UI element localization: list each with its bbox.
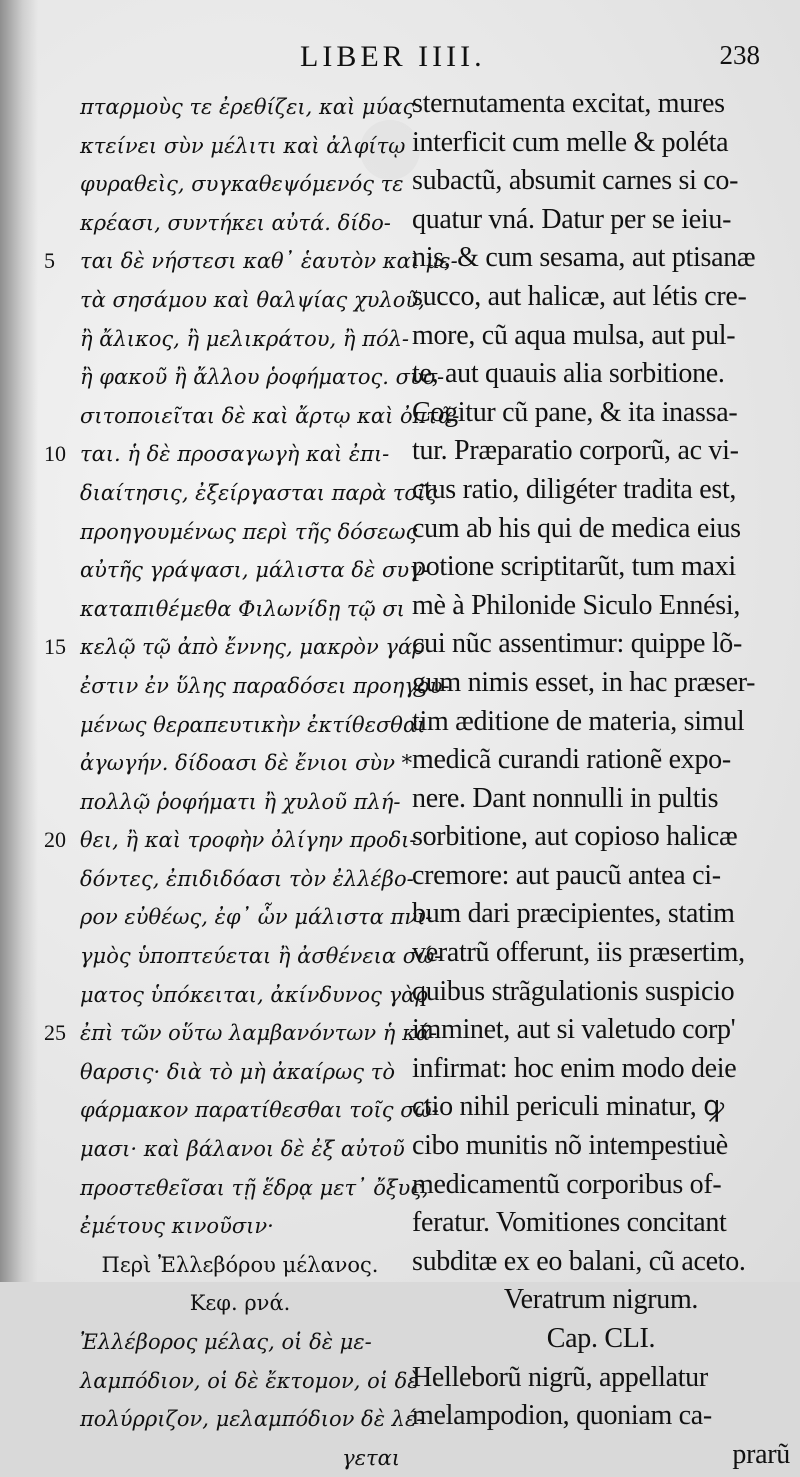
greek-text-column (80, 88, 460, 1477)
latin-line: succo, aut halicæ, aut létis cre- (412, 280, 747, 312)
latin-line: interficit cum melle & poléta (412, 126, 729, 158)
latin-line: nere. Dant nonnulli in pultis (412, 782, 719, 814)
latin-line: sternutamenta excitat, mures (412, 88, 725, 119)
page-edge-shadow (0, 0, 38, 1282)
line-number: 25 (44, 1020, 66, 1045)
latin-line: imminet, aut si valetudo corp' (412, 1014, 736, 1046)
latin-line: veratrũ offerunt, iis præsertim, (412, 937, 745, 969)
latin-line: bum dari præcipientes, statim (412, 898, 735, 930)
greek-catchword: γεται (342, 1445, 400, 1470)
greek-line: λαμπόδιον, οἱ δὲ ἔκτομον, οἱ δὲ (80, 1368, 419, 1393)
greek-line: ἐπὶ τῶν οὕτω λαμβανόντων ἡ κά- (80, 1021, 438, 1046)
latin-line: infirmat: hoc enim modo deie (412, 1052, 737, 1084)
latin-line: subactũ, absumit carnes si co- (412, 165, 739, 197)
greek-line: δόντες, ἐπιδιδόασι τὸν ἐλλέβο- (80, 866, 414, 891)
line-number: 15 (44, 634, 66, 659)
latin-line: melampodion, quoniam ca- (412, 1400, 712, 1432)
greek-line: αὐτῆς γράψασι, μάλιστα δὲ συγ- (80, 558, 429, 583)
latin-catchword: prarũ (732, 1438, 790, 1470)
greek-line: τὰ σησάμου καὶ θαλψίας χυλοῦ, (80, 287, 425, 312)
greek-line: κτείνει σὺν μέλιτι καὶ ἀλφίτῳ (80, 133, 406, 158)
greek-line: διαίτησις, ἐξείργασται παρὰ τοῖς (80, 480, 438, 505)
page-header (300, 40, 760, 80)
latin-section-heading: Veratrum nigrum. (503, 1284, 699, 1316)
line-number: 10 (44, 441, 66, 466)
latin-line: medicamentũ corporibus of- (412, 1168, 722, 1200)
greek-line: φυραθεὶς, συγκαθεψόμενός τε (80, 172, 404, 197)
greek-line: πολλῷ ῥοφήματι ἢ χυλοῦ πλή- (80, 789, 401, 814)
greek-line: πολύρριζον, μελαμπόδιον δὲ λέ- (80, 1407, 424, 1432)
greek-line: ται δὲ νήστεσι καθ᾽ ἑαυτὸν καὶ με- (80, 249, 458, 274)
latin-chapter-number: Cap. CLI. (546, 1323, 656, 1354)
latin-line: sorbitione, aut copioso halicæ (412, 821, 738, 853)
latin-line: quibus strãgulationis suspicio (412, 975, 735, 1007)
latin-line: Cogitur cũ pane, & ita inassa- (412, 396, 738, 428)
latin-line: Helleborũ nigrũ, appellatur (412, 1361, 708, 1393)
greek-line: ἢ ἄλικος, ἢ μελικράτου, ἢ πόλ- (80, 326, 410, 351)
latin-line: cremore: aut paucũ antea ci- (412, 859, 721, 891)
greek-line: ἐμέτους κινοῦσιν· (80, 1214, 274, 1239)
greek-line: καταπιθέμεθα Φιλωνίδῃ τῷ σι (80, 596, 405, 621)
greek-section-heading: Περὶ Ἐλλεβόρου μέλανος. (101, 1252, 379, 1277)
greek-line: θει, ἢ καὶ τροφὴν ὀλίγην προδι- (80, 828, 417, 853)
greek-line: Ἐλλέβορος μέλας, οἱ δὲ με- (80, 1330, 372, 1354)
greek-line: κελῷ τῷ ἀπὸ ἔννης, μακρὸν γάρ (80, 635, 425, 660)
greek-line: ἢ φακοῦ ἢ ἄλλου ῥοφήματος. συσ- (80, 365, 445, 390)
greek-line: προηγουμένως περὶ τῆς δόσεως (80, 519, 418, 544)
folio-number: 238 (719, 40, 760, 70)
running-title: LIBER IIII. (300, 40, 486, 73)
greek-line: ρον εὐθέως, ἐφ᾽ ὧν μάλιστα πνι- (80, 905, 433, 930)
greek-line: σιτοποιεῖται δὲ καὶ ἄρτῳ καὶ ὀπτᾶ- (80, 403, 460, 428)
latin-line: te, aut quauis alia sorbitione. (412, 358, 725, 390)
latin-line: cum ab his qui de medica eius (412, 512, 741, 544)
latin-text-column (412, 85, 790, 1474)
line-number: 5 (44, 248, 55, 273)
latin-line: mè à Philonide Siculo Ennési, (412, 589, 741, 621)
greek-line: κρέασι, συντήκει αὐτά. δίδο- (80, 210, 391, 235)
latin-line: ctus ratio, diligéter tradita est, (412, 473, 737, 505)
latin-line: tur. Præparatio corporũ, ac vi- (412, 435, 739, 467)
greek-line: ται. ἡ δὲ προσαγωγὴ καὶ ἐπι- (80, 442, 390, 467)
greek-line: φάρμακον παρατίθεσθαι τοῖς σώ- (80, 1098, 439, 1123)
greek-line: θαρσις· διὰ τὸ μὴ ἀκαίρως τὸ (80, 1059, 395, 1084)
latin-line: cibo munitis nõ intempestiuè (412, 1130, 728, 1162)
latin-line: ctio nihil periculi minatur, ꝙ (412, 1091, 724, 1123)
latin-line: feratur. Vomitiones concitant (412, 1207, 727, 1239)
greek-line: ματος ὑπόκειται, ἀκίνδυνος γὰρ (80, 982, 428, 1007)
greek-line: προστεθεῖσαι τῇ ἕδρᾳ μετ᾽ ὄξυς, (80, 1175, 429, 1200)
latin-line: cui nũc assentimur: quippe lõ- (412, 628, 743, 660)
latin-line: potione scriptitarũt, tum maxi (412, 551, 736, 583)
latin-line: medicã curandi rationẽ expo- (412, 744, 731, 776)
latin-line: tim æditione de materia, simul (412, 705, 745, 737)
greek-chapter-number: Κεφ. ρνά. (189, 1291, 291, 1316)
greek-line: μασι· καὶ βάλανοι δὲ ἐξ αὐτοῦ (80, 1137, 405, 1162)
latin-line: quatur vná. Datur per se ieiu- (412, 203, 732, 235)
greek-line: ἐστιν ἐν ὕλης παραδόσει προηγου- (80, 673, 450, 698)
latin-line: more, cũ aqua mulsa, aut pul- (412, 319, 736, 351)
greek-line: πταρμοὺς τε ἐρεθίζει, καὶ μύας (80, 95, 415, 119)
latin-line: subditæ ex eo balani, cũ aceto. (412, 1245, 746, 1277)
greek-line: ἀγωγήν. δίδοασι δὲ ἔνιοι σὺν * (80, 751, 413, 776)
greek-line: μένως θεραπευτικὴν ἐκτίθεσθαι (80, 712, 426, 737)
line-number: 20 (44, 827, 66, 852)
greek-line: γμὸς ὑποπτεύεται ἢ ἀσθένεια σώ- (80, 944, 442, 969)
latin-line: nis, & cum sesama, aut ptisanæ (412, 242, 756, 274)
latin-line: gum nimis esset, in hac præser- (412, 666, 756, 698)
